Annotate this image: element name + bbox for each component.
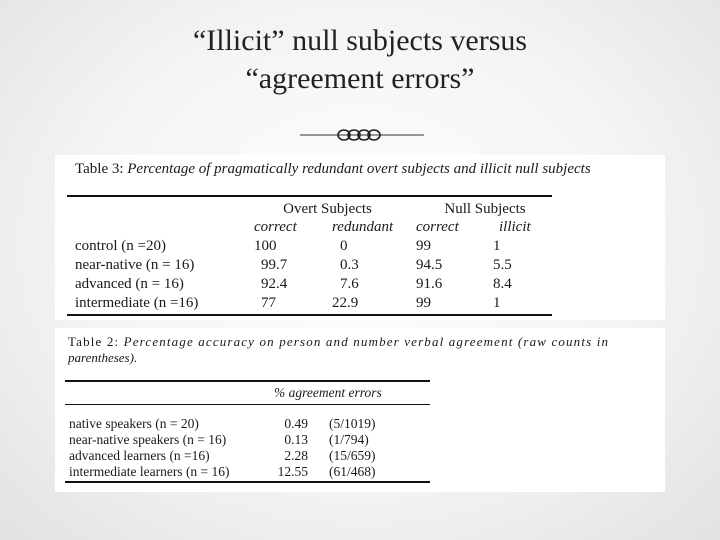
table-3-subheader-overt-correct: correct	[254, 219, 297, 235]
slide-title-line-2: “agreement errors”	[245, 62, 475, 95]
table-3-cell: 1	[493, 238, 501, 254]
table-3-caption-prefix: Table 3:	[75, 161, 124, 177]
table-3-row-label: intermediate (n =16)	[75, 295, 199, 311]
table-3-group-header-overt: Overt Subjects	[283, 201, 372, 217]
table-3-subheader-overt-redundant: redundant	[332, 219, 394, 235]
table-3-caption-text: Percentage of pragmatically redundant overt subjects and illicit null subjects	[127, 161, 591, 177]
table-2-caption-line-2: parentheses).	[68, 350, 138, 365]
table-2-row-label: intermediate learners (n = 16)	[69, 464, 230, 479]
table-2-percent: 2.28	[284, 448, 308, 463]
table-2-bottom-rule	[65, 481, 430, 483]
table-3-cell: 99.7	[261, 257, 288, 273]
table-2-row-label: near-native speakers (n = 16)	[69, 432, 227, 447]
table-2-top-rule	[65, 380, 430, 382]
table-3-cell: 7.6	[340, 276, 359, 292]
table-3-cell: 0	[340, 238, 348, 254]
table-2-percent: 0.49	[284, 416, 308, 431]
table-3-top-rule	[67, 195, 552, 197]
table-2-column-header: % agreement errors	[274, 385, 382, 400]
title-ornament-divider	[300, 126, 424, 144]
table-3-group-header-null: Null Subjects	[444, 201, 526, 217]
table-3-panel	[55, 155, 665, 320]
table-3-cell: 1	[493, 295, 501, 311]
table-3-row-label: control (n =20)	[75, 238, 166, 254]
table-2-row-label: native speakers (n = 20)	[69, 416, 199, 431]
table-2-count: (1/794)	[329, 432, 369, 447]
table-2-panel	[55, 328, 665, 492]
table-3-row-label: advanced (n = 16)	[75, 276, 184, 292]
table-3-cell: 77	[261, 295, 276, 311]
slide-title	[0, 22, 720, 98]
table-2-count: (15/659)	[329, 448, 376, 463]
table-3-cell: 99	[416, 238, 431, 254]
table-3-row-label: near-native (n = 16)	[75, 257, 195, 273]
table-2-count: (5/1019)	[329, 416, 376, 431]
table-3-cell: 99	[416, 295, 431, 311]
table-3-cell: 94.5	[416, 257, 443, 273]
table-3-cell: 5.5	[493, 257, 512, 273]
table-3-caption	[75, 161, 591, 178]
table-3-cell: 8.4	[493, 276, 512, 292]
table-3-cell: 22.9	[332, 295, 359, 311]
table-3-cell: 91.6	[416, 276, 443, 292]
table-2-caption-line-1: Percentage accuracy on person and number verbal agreement (raw counts in	[123, 334, 610, 349]
table-2-percent: 0.13	[284, 432, 308, 447]
table-2-caption-prefix: Table 2:	[68, 334, 120, 349]
table-3-subheader-null-illicit: illicit	[499, 219, 531, 235]
table-3-cell: 92.4	[261, 276, 288, 292]
table-2-header-rule	[65, 404, 430, 405]
table-2-count: (61/468)	[329, 464, 376, 479]
slide-title-line-1: “Illicit” null subjects versus	[192, 24, 528, 57]
table-3-cell: 0.3	[340, 257, 359, 273]
table-3-cell: 100	[254, 238, 277, 254]
table-2-caption	[68, 334, 609, 350]
table-3-bottom-rule	[67, 314, 552, 316]
table-2-row-label: advanced learners (n =16)	[69, 448, 210, 463]
table-2-percent: 12.55	[277, 464, 308, 479]
table-3-subheader-null-correct: correct	[416, 219, 459, 235]
